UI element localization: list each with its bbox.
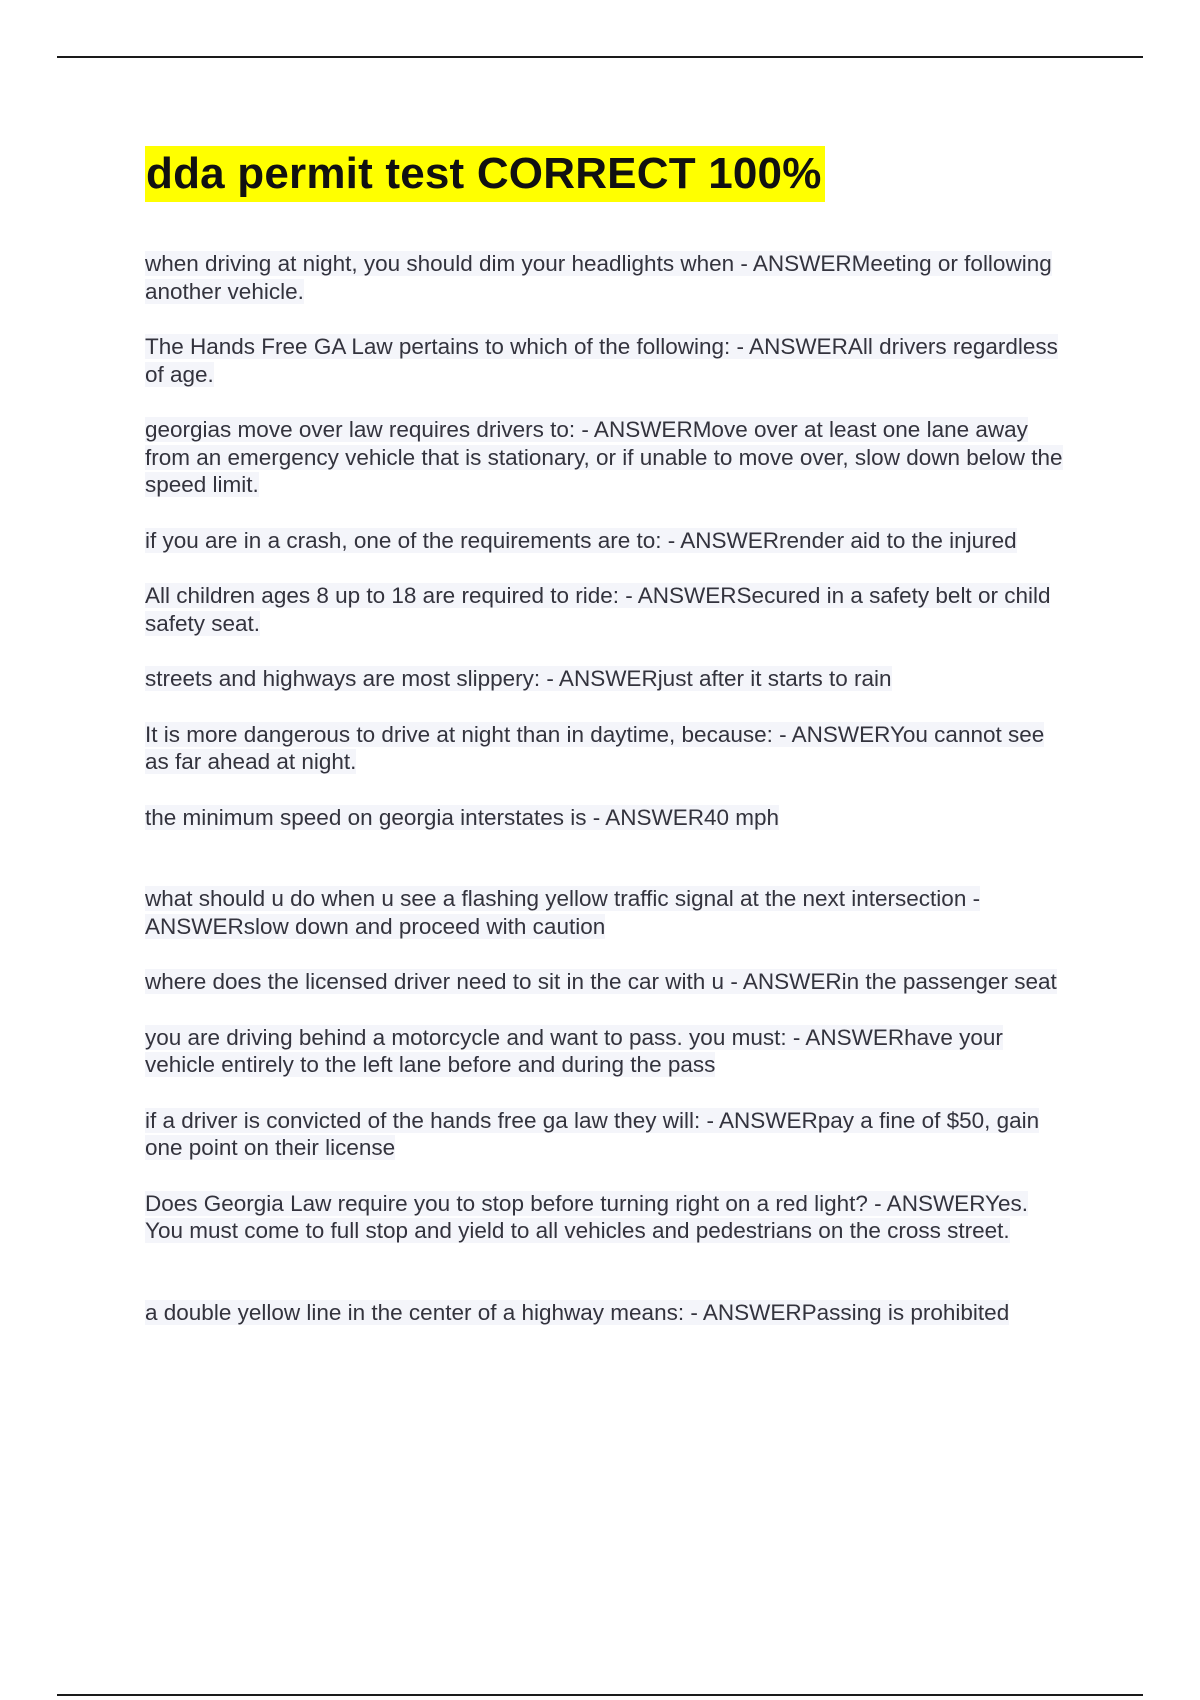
qa-text: what should u do when u see a flashing yellow traffic signal at the next intersection - ANSWERslow down and proceed with caution — [145, 886, 981, 939]
document-body — [145, 146, 1065, 1354]
qa-text: the minimum speed on georgia interstates is - ANSWER40 mph — [145, 804, 780, 830]
qa-text: All children ages 8 up to 18 are required to ride: - ANSWERSecured in a safety belt or child safety seat. — [145, 583, 1051, 636]
qa-item — [145, 968, 1065, 996]
qa-item — [145, 885, 1065, 940]
qa-text: when driving at night, you should dim your headlights when - ANSWERMeeting or following another vehicle. — [145, 251, 1052, 304]
qa-text: if you are in a crash, one of the requirements are to: - ANSWERrender aid to the injured — [145, 527, 1017, 553]
qa-list — [145, 250, 1065, 1326]
qa-item — [145, 804, 1065, 832]
qa-text: streets and highways are most slippery: - ANSWERjust after it starts to rain — [145, 666, 892, 691]
qa-text: It is more dangerous to drive at night than in daytime, because: - ANSWERYou cannot see as far ahead at night. — [145, 721, 1045, 774]
qa-item — [145, 333, 1065, 388]
qa-text: a double yellow line in the center of a highway means: - ANSWERPassing is prohibited — [145, 1299, 1010, 1325]
qa-text: georgias move over law requires drivers to: - ANSWERMove over at least one lane away from an emergency vehicle that is stationary, or if unable to move over, slow down below the speed limit. — [145, 417, 1063, 497]
qa-text: The Hands Free GA Law pertains to which of the following: - ANSWERAll drivers regardless of age. — [145, 334, 1058, 387]
qa-item — [145, 1190, 1065, 1245]
qa-item — [145, 665, 1065, 693]
qa-item — [145, 250, 1065, 305]
bottom-rule — [57, 1694, 1143, 1696]
top-rule — [57, 56, 1143, 58]
qa-text: you are driving behind a motorcycle and want to pass. you must: - ANSWERhave your vehicle entirely to the left lane before and during the pass — [145, 1024, 1003, 1077]
qa-item — [145, 1107, 1065, 1162]
qa-item — [145, 1024, 1065, 1079]
qa-item — [145, 721, 1065, 776]
qa-item — [145, 416, 1065, 499]
qa-text: Does Georgia Law require you to stop before turning right on a red light? - ANSWERYes. You must come to full stop and yield to all vehicles and pedestrians on the cross street. — [145, 1190, 1028, 1243]
qa-item — [145, 1299, 1065, 1327]
document-title: dda permit test CORRECT 100% — [145, 146, 825, 202]
qa-item — [145, 527, 1065, 555]
qa-item — [145, 582, 1065, 637]
qa-text: if a driver is convicted of the hands free ga law they will: - ANSWERpay a fine of $50, gain one point on their license — [145, 1107, 1040, 1160]
qa-text: where does the licensed driver need to sit in the car with u - ANSWERin the passenger seat — [145, 969, 1057, 994]
